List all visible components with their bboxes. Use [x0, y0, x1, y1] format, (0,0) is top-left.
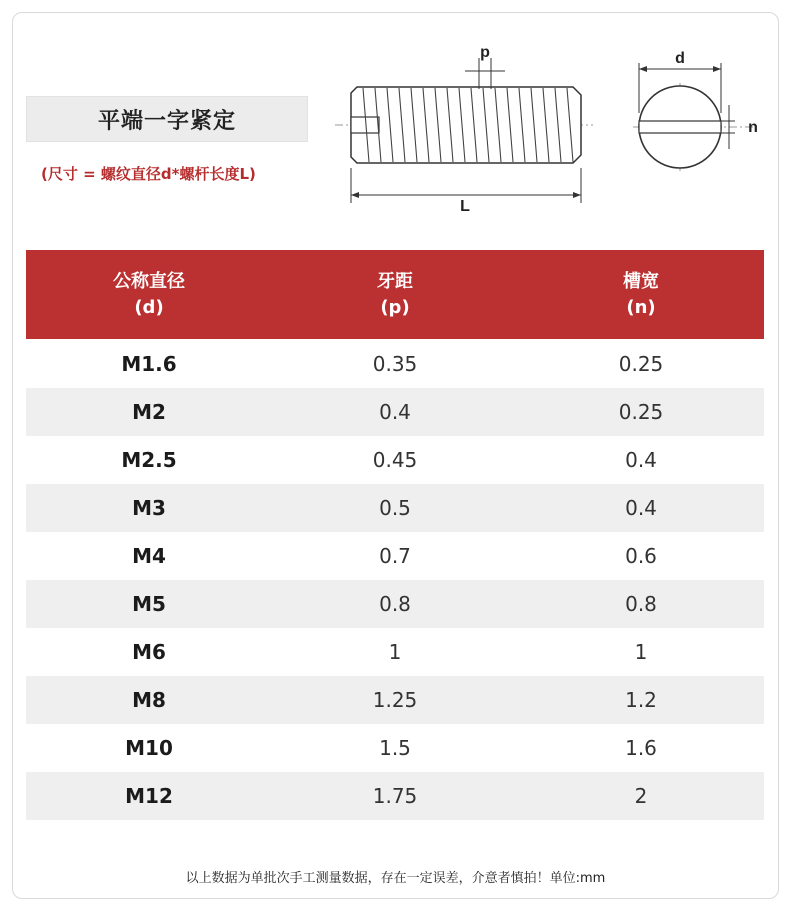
cell-slot: 0.25: [618, 352, 664, 376]
cell-size: M8: [132, 688, 166, 712]
cell-pitch: 0.8: [379, 592, 411, 616]
header-diameter-symbol: (d): [134, 296, 164, 318]
header-pitch-symbol: (p): [380, 296, 410, 318]
cell-pitch: 0.7: [379, 544, 411, 568]
header-pitch: [272, 250, 518, 339]
table-row: [26, 628, 764, 676]
table-row: [26, 436, 764, 484]
header-slot-name: 槽宽: [623, 270, 659, 292]
cell-slot: 0.4: [625, 496, 657, 520]
cell-pitch: 0.45: [372, 448, 418, 472]
cell-pitch: 1: [388, 640, 402, 664]
cell-slot: 0.25: [618, 400, 664, 424]
pitch-label: p: [480, 44, 490, 61]
table-row: [26, 388, 764, 436]
header-diameter-name: 公称直径: [113, 270, 185, 292]
table-row: [26, 532, 764, 580]
screw-diagram: [13, 13, 778, 233]
screw-side-view: [335, 87, 593, 163]
cell-size: M1.6: [121, 352, 177, 376]
cell-pitch: 1.75: [372, 784, 418, 808]
table-row: [26, 724, 764, 772]
table-header: [26, 250, 764, 339]
header-slot-symbol: (n): [626, 296, 656, 318]
cell-size: M10: [125, 736, 173, 760]
cell-size: M6: [132, 640, 166, 664]
cell-size: M12: [125, 784, 173, 808]
header-pitch-name: 牙距: [377, 270, 413, 292]
header-diameter: [26, 250, 272, 339]
length-label: L: [460, 198, 470, 215]
cell-slot: 0.8: [625, 592, 657, 616]
cell-slot: 0.4: [625, 448, 657, 472]
cell-pitch: 0.35: [372, 352, 418, 376]
cell-pitch: 1.25: [372, 688, 418, 712]
header-slot-width: [518, 250, 764, 339]
table-row: [26, 340, 764, 388]
table-row: [26, 580, 764, 628]
table-body: [26, 340, 764, 820]
spec-note: (尺寸 = 螺纹直径d*螺杆长度L): [41, 165, 256, 183]
cell-pitch: 0.4: [379, 400, 411, 424]
cell-size: M3: [132, 496, 166, 520]
cell-pitch: 1.5: [379, 736, 411, 760]
table-row: [26, 676, 764, 724]
screw-end-view: [633, 83, 753, 173]
cell-size: M2.5: [121, 448, 177, 472]
cell-slot: 1.2: [625, 688, 657, 712]
product-title: 平端一字紧定: [26, 96, 308, 142]
table-row: [26, 772, 764, 820]
cell-slot: 0.6: [625, 544, 657, 568]
table-row: [26, 484, 764, 532]
diameter-label: d: [675, 50, 685, 67]
cell-size: M2: [132, 400, 166, 424]
cell-slot: 1: [634, 640, 648, 664]
measurement-disclaimer: 以上数据为单批次手工测量数据，存在一定误差，介意者慎拍！单位:mm: [185, 871, 606, 886]
cell-size: M4: [132, 544, 166, 568]
cell-size: M5: [132, 592, 166, 616]
cell-slot: 1.6: [625, 736, 657, 760]
cell-pitch: 0.5: [379, 496, 411, 520]
spec-card: [12, 12, 779, 899]
cell-slot: 2: [634, 784, 648, 808]
slot-width-label: n: [748, 119, 758, 136]
